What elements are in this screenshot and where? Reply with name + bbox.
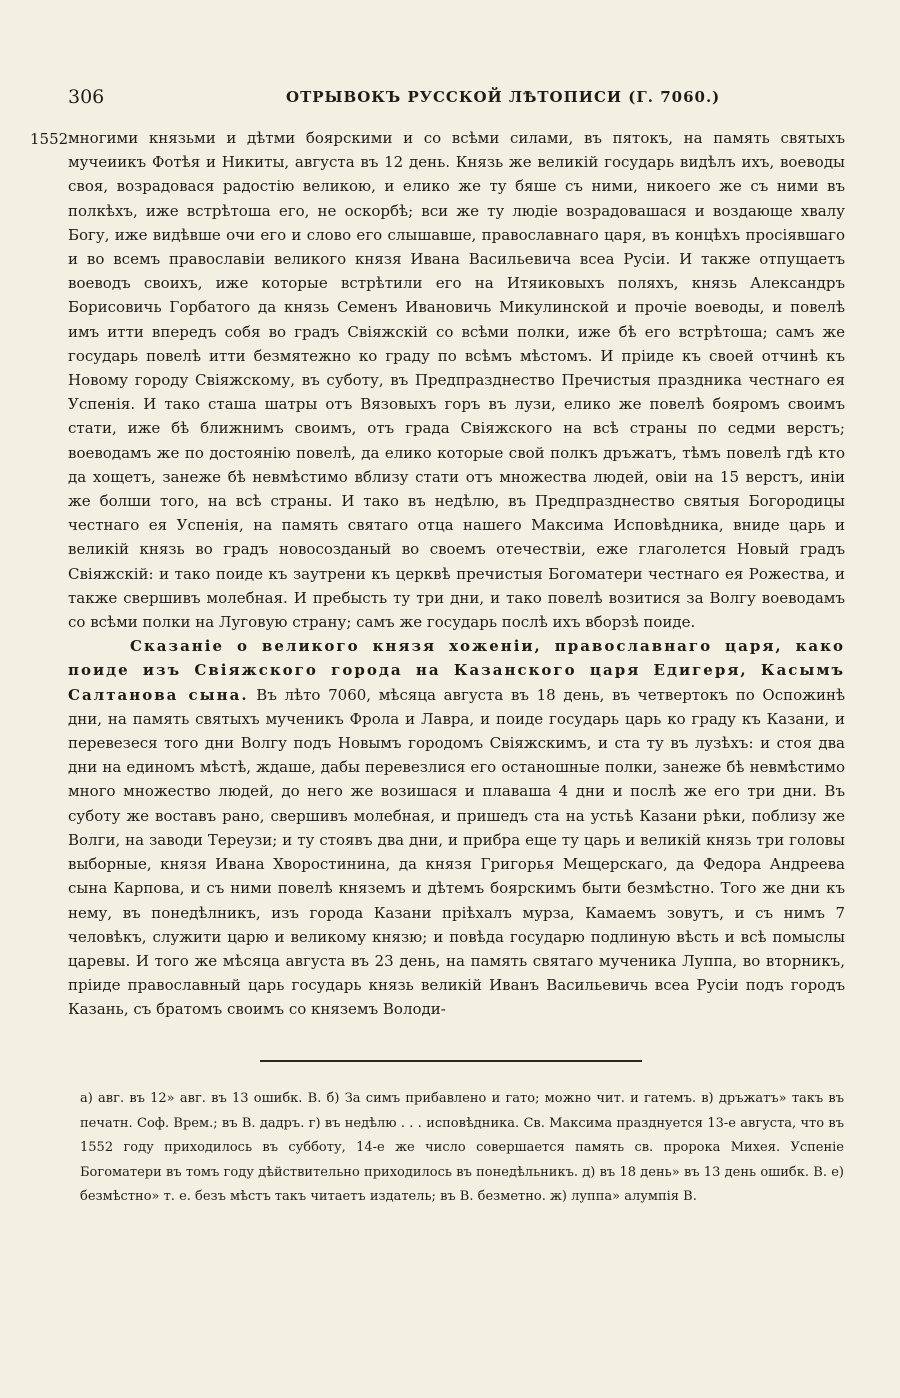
paragraph-2 (68, 634, 845, 1021)
margin-year: 1552 (30, 130, 69, 148)
paragraph-2-heading: Сказаніе о великого князя хоженіи, православнаго царя, како поиде изъ Свіяжского города на Казанского царя Едигеря, Касымъ Салтанова сына. (68, 637, 845, 704)
paragraph-1: многими князьми и дѣтми боярскими и со всѣми силами, въ пятокъ, на память святыхъ мучеиикъ Фотѣя и Никиты, августа въ 12 день. Князь же великій государь видѣлъ ихъ, воеводы своя, возрадовася радостію великою, и елико же ту бяше съ ними, никоего же съ ними въ полкѣхъ, иже встрѣтоша его, не оскорбѣ; вси же ту людіе возрадовашася и воздающе хвалу Богу, иже видѣвше очи его и слово его слышавше, православнаго царя, въ концѣхъ просіявшаго и во всемъ православіи великого князя Ивана Васильевича всеа Русіи. И также отпущаетъ воеводъ своихъ, иже которые встрѣтили его на Итяиковыхъ поляхъ, князь Александръ Борисовичь Горбатого да князь Семенъ Ивановичь Микулинской и прочіе воеводы, и повелѣ имъ итти впередъ собя во градъ Свіяжскій со всѣми полки, иже бѣ его встрѣтоша; самъ же государь повелѣ итти безмятежно ко граду по всѣмъ мѣстомъ. И пріиде къ своей отчинѣ къ Новому городу Свіяжскому, въ суботу, въ Предпразднество Пречистыя праздника честнаго ея Успенія. И тако сташа шатры отъ Вязовыхъ горъ въ лузи, елико же повелѣ бояромъ своимъ стати, иже бѣ ближнимъ своимъ, отъ града Свіяжского на вcѣ страны по седми верстъ; воеводамъ же по достоянію повелѣ, да елико которые свой полкъ дръжатъ, тѣмъ повелѣ гдѣ кто да хощетъ, занеже бѣ невмѣстимо вблизу стати отъ множества людей, овіи на 15 верстъ, иніи же болши того, на всѣ страны. И тако въ недѣлю, въ Предпразднество святыя Богородицы честнаго ея Успенія, на память святаго отца нашего Максима Исповѣдника, вниде царь и великій князь во градъ новосозданый во своемъ отечествіи, еже глаголется Новый градъ Свіяжскій: и тако поиде къ заутрени къ церквѣ пречистыя Богоматери честнаго ея Рожества, и также свершивъ молебная. И пребысть ту три дни, и тако повелѣ возитися за Волгу воеводамъ со всѣми полки на Луговую страну; самъ же государь послѣ ихъ вборзѣ поиде. (68, 129, 845, 632)
main-text (68, 126, 845, 1022)
footnotes (80, 1087, 844, 1210)
page-header (68, 86, 828, 116)
running-title: ОТРЫВОКЪ РУССКОЙ ЛѢТОПИСИ (Г. 7060.) (286, 88, 721, 106)
paragraph-2-text: Въ лѣто 7060, мѣсяца августа въ 18 день, въ четвертокъ по Оспожинѣ дни, на память святыхъ мученикъ Фрола и Лавра, и поиде государь царь ко граду къ Казани, и перевезеся того дни Волгу подъ Новымъ городомъ Свіяжскимъ, и ста ту въ лузѣхъ: и стоя два дни на единомъ мѣстѣ, ждаше, дабы перевезлися его останошные полки, занеже бѣ невмѣстимо много множество людей, до него же возишася и плаваша 4 дни и послѣ же его три дни. Въ суботу же воставъ рано, свершивъ молебная, и пришедъ ста на устьѣ Казани рѣки, поблизу же Волги, на заводи Тереузи; и ту стоявъ два дни, и прибра еще ту царь и великій князь три головы выборные, князя Ивана Хворостинина, да князя Григорья Мещерскаго, да Федора Андреева сына Карпова, и съ ними повелѣ княземъ и дѣтемъ боярскимъ быти безмѣстно. Того же дни къ нему, въ понедѣлникъ, изъ города Казани пріѣхалъ мурза, Камаемъ зовутъ, и съ нимъ 7 человѣкъ, служити царю и великому князю; и повѣда государю подлиную вѣсть и всѣ помыслы царевы. И того же мѣсяца августа въ 23 день, на память святаго мученика Луппа, во вторникъ, пріиде православный царь государь князь великій Иванъ Васильевичь всеа Русіи подъ городъ Казань, съ братомъ своимъ со княземъ Володи- (68, 685, 845, 1019)
footnote-divider (260, 1060, 642, 1062)
page-number: 306 (68, 86, 105, 108)
footnotes-text: а) авг. въ 12» авг. въ 13 ошибк. В. б) За симъ прибавлено и гато; можно чит. и гатемъ. в) дръжатъ» такъ въ печатн. Соф. Врем.; въ В. дадръ. г) въ недѣлю . . . исповѣдника. Св. Максима празднуется 13-е августа, что въ 1552 году приходилось въ субботу, 14-е же число совершается память св. пророка Михея. Успеніе Богоматери въ томъ году дѣйствительно приходилось въ понедѣльникъ. д) въ 18 день» въ 13 день ошибк. В. е) безмѣстно» т. е. безъ мѣстъ такъ читаетъ издатель; въ В. безметно. ж) луппа» алумпія В. (80, 1091, 844, 1205)
